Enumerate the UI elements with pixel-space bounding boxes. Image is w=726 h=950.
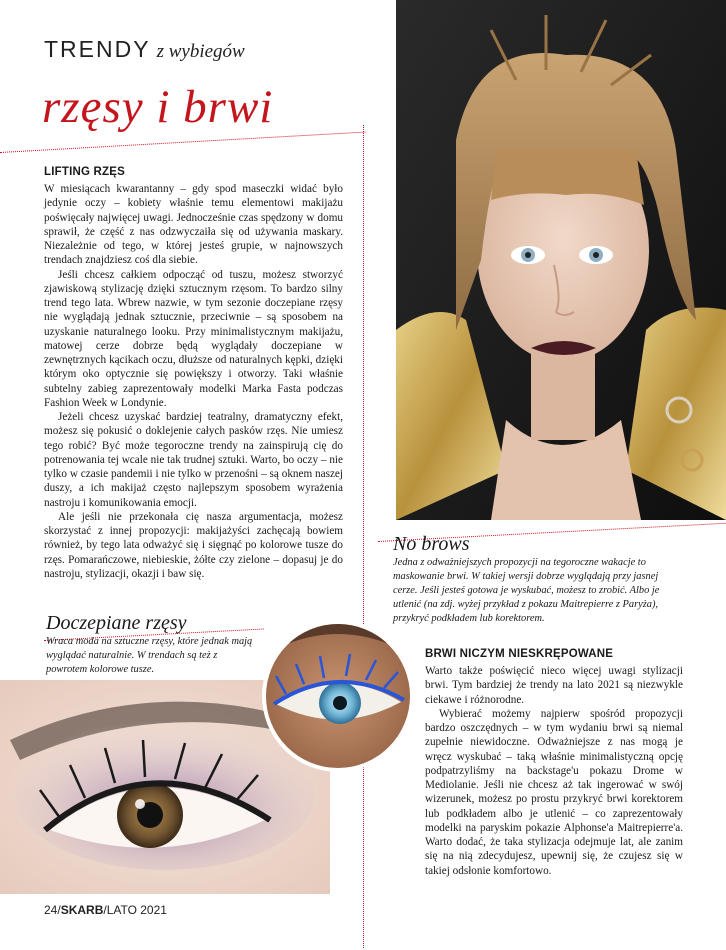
lashes-caption-title: Doczepiane rzęsy bbox=[46, 612, 187, 634]
runway-model-photo bbox=[396, 0, 726, 520]
section-kicker: TRENDY z wybiegów bbox=[44, 36, 245, 62]
section-heading-brows: BRWI NICZYM NIESKRĘPOWANE bbox=[425, 648, 614, 660]
column-divider bbox=[363, 125, 364, 948]
section-heading-lifting: LIFTING RZĘS bbox=[44, 166, 125, 178]
runway-model-image bbox=[396, 0, 726, 520]
page-footer bbox=[44, 903, 167, 917]
lifting-paragraph: Jeśli chcesz całkiem odpocząć od tuszu, możesz stworzyć zjawiskową stylizację dzięki sztucznym rzęsom. To bardzo silny trend tego lata. Wbrew nazwie, w tym sezonie doczepiane rzęsy nie wyglądają jednak sztucznie, przeciwnie – są sposobem na uzyskanie naturalnego looku. Przy minimalistycznym makijażu, matowej cerze dobrze będą wyglądały doczepiane w zewnętrznych kącikach oczu, dłuższe od naturalnych kępki, dzięki którym oko optycznie się powiększy i otworzy. Taki właśnie subtelny zabieg zaprezentowały modelki Marka Fasta podczas Fashion Week w Londynie. bbox=[44, 268, 343, 409]
lifting-paragraph: Jeżeli chcesz uzyskać bardziej teatralny, dramatyczny efekt, możesz się pokusić o doklejenie całych pasków rzęs. Nie umiesz tego robić? Być może tegoroczne trendy na zainspirują cię do potrenowania tej wcale nie tak trudnej sztuki. Warto, bo oczy – nie tylko w czasie pandemii i nie tylko w przenośni – są oknem naszej duszy, a ich makijaż często najlepszym sposobem wyrażenia nastroju i komunikowania emocji. bbox=[44, 411, 343, 509]
lashes-caption-text: Wraca moda na sztuczne rzęsy, które jednak mają wyglądać naturalnie. W trendach są też z powrotem kolorowe tusze. bbox=[46, 636, 253, 675]
blue-eye-image bbox=[266, 624, 410, 768]
lifting-article-body bbox=[44, 182, 343, 581]
page-number: 24/ bbox=[44, 903, 61, 917]
blue-mascara-photo bbox=[262, 620, 414, 772]
page-title: rzęsy i brwi bbox=[42, 81, 274, 133]
no-brows-caption-title: No brows bbox=[393, 533, 470, 555]
magazine-brand: SKARB bbox=[60, 903, 104, 917]
brows-paragraph: Warto także poświęcić nieco więcej uwagi stylizacji brwi. Tym bardziej że trendy na lato 2021 są niezwykle ciekawe i różnorodne. bbox=[425, 665, 683, 706]
lifting-paragraph: Ale jeśli nie przekonała cię nasza argumentacja, możesz skorzystać z innej propozycji: makijażyści zachęcają bowiem również, by tego lata odważyć się i sięgnąć po kolorowe tusze do rzęs. Pomarańczowe, niebieskie, żółte czy zielone – dopasuj je do nastroju, stylizacji, okazji i baw się. bbox=[44, 510, 343, 580]
lifting-paragraph: W miesiącach kwarantanny – gdy spod maseczki widać było jedynie oczy – kobiety właśnie temu elementowi makijażu poświęcały najwięcej uwagi. Jednocześnie czas spędzony w domu sprawił, że część z nas odzwyczaiła się od używania maskary. Niezależnie od tego, w której jesteś grupie, w najnowszych trendach znajdziesz coś dla siebie. bbox=[44, 183, 343, 267]
brows-article-body bbox=[425, 664, 683, 878]
issue-label: /LATO 2021 bbox=[103, 903, 167, 917]
no-brows-caption-text: Jedna z odważniejszych propozycji na tegoroczne wakacje to maskowanie brwi. W takiej wersji dobrze wyglądają przy jasnej cerze. Jeśli jesteś gotowa je wyskubać, możesz to zrobić. Albo je utlenić (na zdj. wyżej przykład z pokazu Maitrepierre z Paryża), przykryć podkładem lub korektorem. bbox=[393, 557, 660, 624]
title-underline bbox=[0, 132, 365, 153]
kicker-subtitle: z wybiegów bbox=[156, 41, 245, 62]
brows-paragraph: Wybierać możemy najpierw spośród propozycji bardzo oszczędnych – w tym wydaniu brwi są niemal zupełnie niewidoczne. Odważniejsze z nas mogą je wręcz wyskubać – taką właśnie minimalistyczną opcję podpatrzyliśmy na backstage'u pokazu Drome w Mediolanie. Jeśli nie chcesz aż tak ingerować w swój wizerunek, możesz po prostu przykryć brwi korektorem lub podkładem albo je utlenić – co zaprezentowały modelki na paryskim pokazie Alphonse'a Maitrepierre'a. Warto dodać, że taka stylizacja odejmuje lat, ale zanim się na nią zdecydujesz, upewnij się, że czujesz się w takiej odsłonie komfortowo. bbox=[425, 707, 683, 877]
